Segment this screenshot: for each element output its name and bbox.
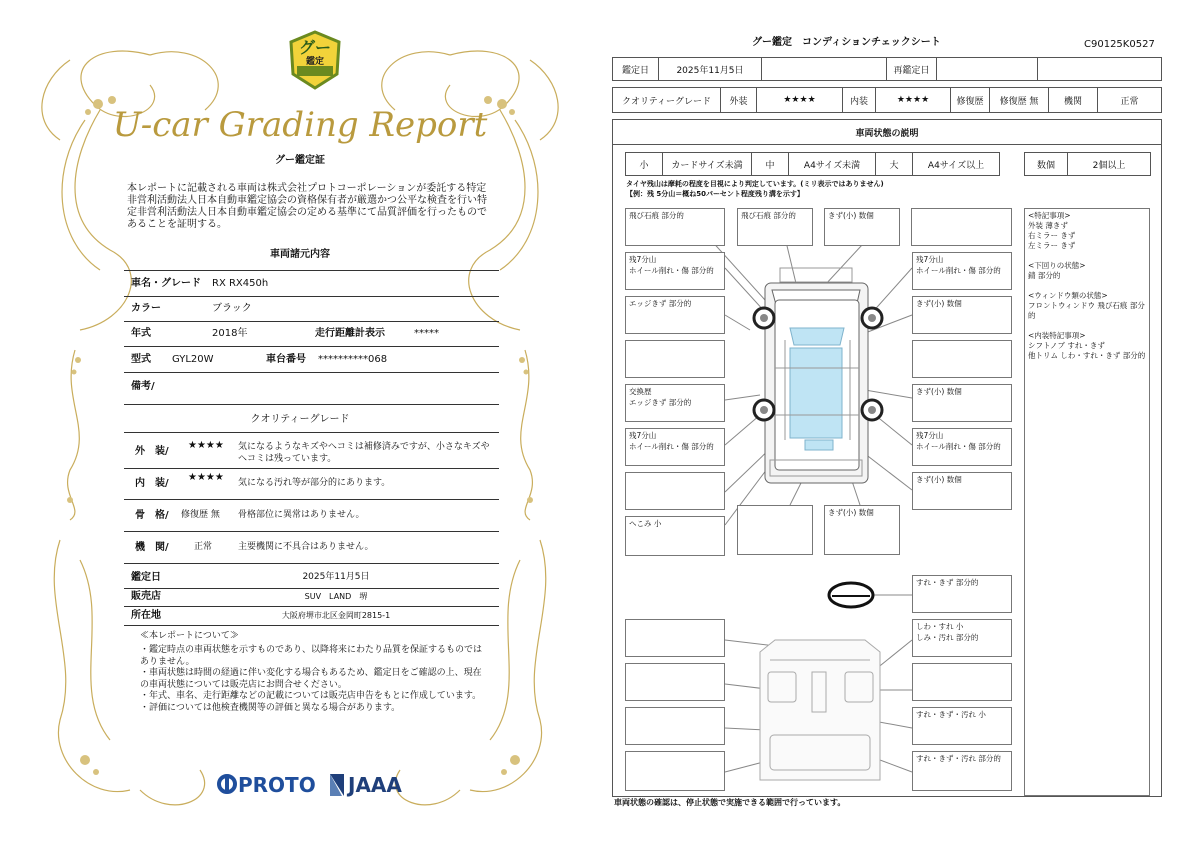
mileage-value: ***** (414, 328, 439, 339)
notes-title: ≪本レポートについて≫ (140, 631, 239, 641)
size-mid-label: 中 (751, 152, 789, 176)
color-value: ブラック (212, 303, 252, 314)
badge-text-bottom: 鑑定 (305, 57, 324, 67)
mileage-label: 走行距離計表示 (315, 328, 385, 339)
damage-note-box: きず(小) 数個 (912, 384, 1012, 422)
damage-note-box (737, 505, 813, 555)
interior-note-box: しわ・すれ 小 しみ・汚れ 部分的 (912, 619, 1012, 657)
quality-section-title: クオリティーグレード (250, 414, 350, 425)
year-value: 2018年 (212, 328, 248, 339)
footer-note: 車両状態の確認は、停止状態で実施できる範囲で行っています。 (614, 798, 846, 807)
badge-text-top: グー (298, 38, 331, 57)
interior-note-box: すれ・きず 部分的 (912, 575, 1012, 613)
interior-comment: 気になる汚れ等が部分的にあります。 (238, 478, 391, 488)
damage-note-box: 飛び石痕 部分的 (737, 208, 813, 246)
damage-note-box: 交換歴 エッジきず 部分的 (625, 384, 725, 422)
report-script-title: U-car Grading Report (112, 105, 488, 145)
damage-note-box: きず(小) 数個 (912, 472, 1012, 510)
damage-note-box (625, 340, 725, 378)
document-id: C90125K0527 (1084, 39, 1155, 50)
proto-logo (216, 770, 326, 800)
remarks-label: 備考/ (131, 381, 155, 392)
damage-note-box: へこみ 小 (625, 516, 725, 556)
intro-paragraph: 本レポートに記載される車両は株式会社プロトコーポレーションが委託する特定非営利活動法人日本自動車鑑定協会の資格保有者が厳選かつ公平な検査を行い特定非営利活動法人日本自動車鑑定協会の定める基準にて品質評価を行ったものであることを証明する。 (127, 183, 487, 230)
interior-note-box (625, 663, 725, 701)
damage-note-box: きず(小) 数個 (824, 505, 900, 555)
note-item: ・評価については他検査機関等の評価と異なる場合があります。 (140, 702, 401, 713)
size-large-desc: A4サイズ以上 (912, 152, 1000, 176)
interior-note-box: すれ・きず・汚れ 部分的 (912, 751, 1012, 791)
interior-note-box (912, 663, 1012, 701)
exterior-label-cell: 外装 (720, 87, 757, 113)
jaaa-logo (328, 770, 408, 800)
quality-label-cell: クオリティーグレード (612, 87, 721, 113)
sheet-title: グー鑑定 コンディションチェックシート (752, 37, 941, 48)
engine-value-cell: 正常 (1097, 87, 1162, 113)
damage-note-box (625, 472, 725, 510)
address-label: 所在地 (131, 610, 161, 621)
tire-note: タイヤ残山は摩耗の程度を目視により判定しています。(ミリ表示ではありません) (626, 180, 884, 188)
notes-list (140, 645, 490, 714)
repair-value-cell: 修復歴 無 (989, 87, 1049, 113)
vin-value: **********068 (318, 354, 388, 365)
condition-title: 車両状態の説明 (612, 119, 1162, 145)
note-item: ・年式、車名、走行距離などの記載については販売店申告をもとに作成しています。 (140, 691, 482, 701)
color-label: カラー (131, 303, 161, 314)
damage-note-box: きず(小) 数個 (912, 296, 1012, 334)
count-desc: 2個以上 (1067, 152, 1151, 176)
size-mid-desc: A4サイズ未満 (788, 152, 876, 176)
interior-note-box (625, 751, 725, 791)
size-small-desc: カードサイズ未満 (662, 152, 752, 176)
date-value-cell: 2025年11月5日 (658, 57, 762, 81)
name-value: RX RX450h (212, 278, 269, 289)
tire-example: 【例：残 5分山＝概ね50パーセント程度残り溝を示す】 (626, 190, 804, 198)
damage-note-box: エッジきず 部分的 (625, 296, 725, 334)
note-item: ・鑑定時点の車両状態を示すものであり、以降将来にわたり品質を保証するものではありません。 (140, 645, 483, 667)
interior-note-box (625, 619, 725, 657)
exterior-stars: ★★★★ (188, 440, 224, 451)
interior-note-box (625, 707, 725, 745)
model-label: 型式 (131, 354, 151, 365)
tire-note-box: 残7分山 ホイール削れ・傷 部分的 (912, 428, 1012, 466)
model-value: GYL20W (172, 354, 214, 365)
address-value: 大阪府堺市北区金岡町2815-1 (281, 611, 391, 620)
size-small-label: 小 (625, 152, 663, 176)
engine-value: 正常 (194, 542, 213, 552)
interior-label-cell: 内装 (842, 87, 876, 113)
proto-logo-text: PROTO (238, 773, 316, 797)
inspection-date-label: 鑑定日 (131, 572, 161, 583)
interior-stars: ★★★★ (188, 472, 224, 483)
interior-note-box: すれ・きず・汚れ 小 (912, 707, 1012, 745)
year-label: 年式 (131, 328, 151, 339)
repair-label-cell: 修復歴 (950, 87, 990, 113)
damage-note-box (911, 208, 1012, 246)
frame-label: 骨 格/ (135, 510, 169, 521)
frame-comment: 骨格部位に異常はありません。 (238, 510, 365, 520)
vin-label: 車台番号 (266, 354, 306, 365)
exterior-label: 外 装/ (135, 446, 169, 457)
interior-label: 内 装/ (135, 478, 169, 489)
condition-check-sheet (600, 0, 1200, 848)
engine-label-cell: 機関 (1048, 87, 1098, 113)
dealer-value: SUV LAND 堺 (304, 592, 368, 601)
goo-kantei-badge (287, 30, 343, 90)
name-label: 車名・グレード (131, 278, 201, 289)
special-notes-panel: <特記事項> 外装 薄きず 右ミラー きず 左ミラー きず <下回りの状態> 錆 部分的 <ウィンドウ類の状態> フロントウィンドウ 飛び石痕 部分的 <内装特記事項> シフトノブ すれ・きず 他トリム しわ・すれ・きず 部分的 (1024, 208, 1150, 796)
exterior-stars-cell: ★★★★ (756, 87, 843, 113)
engine-label: 機 関/ (135, 542, 169, 553)
damage-note-box: 飛び石痕 部分的 (625, 208, 725, 246)
size-large-label: 大 (875, 152, 913, 176)
reinspect-label-cell: 再鑑定日 (886, 57, 937, 81)
date-label-cell: 鑑定日 (612, 57, 659, 81)
inspection-date-value: 2025年11月5日 (302, 572, 370, 582)
certificate-title: グー鑑定証 (275, 155, 325, 166)
jaaa-logo-text: JAAA (348, 773, 402, 797)
tire-note-box: 残7分山 ホイール削れ・傷 部分的 (625, 252, 725, 290)
exterior-comment: 気になるようなキズやヘコミは補修済みですが、小さなキズやヘコミは残っています。 (238, 442, 490, 464)
tire-note-box: 残7分山 ホイール削れ・傷 部分的 (625, 428, 725, 466)
tire-note-box: 残7分山 ホイール削れ・傷 部分的 (912, 252, 1012, 290)
spec-section-title: 車両諸元内容 (270, 249, 330, 260)
dealer-label: 販売店 (131, 591, 161, 602)
note-item: ・車両状態は時間の経過に伴い変化する場合もあるため、鑑定日をご確認の上、現在の車両状態については販売店にお問合せください。 (140, 668, 482, 690)
interior-stars-cell: ★★★★ (875, 87, 951, 113)
engine-comment: 主要機関に不具合はありません。 (238, 542, 374, 552)
damage-note-box: きず(小) 数個 (824, 208, 900, 246)
frame-value: 修復歴 無 (181, 510, 220, 520)
damage-note-box (912, 340, 1012, 378)
count-label: 数個 (1024, 152, 1068, 176)
